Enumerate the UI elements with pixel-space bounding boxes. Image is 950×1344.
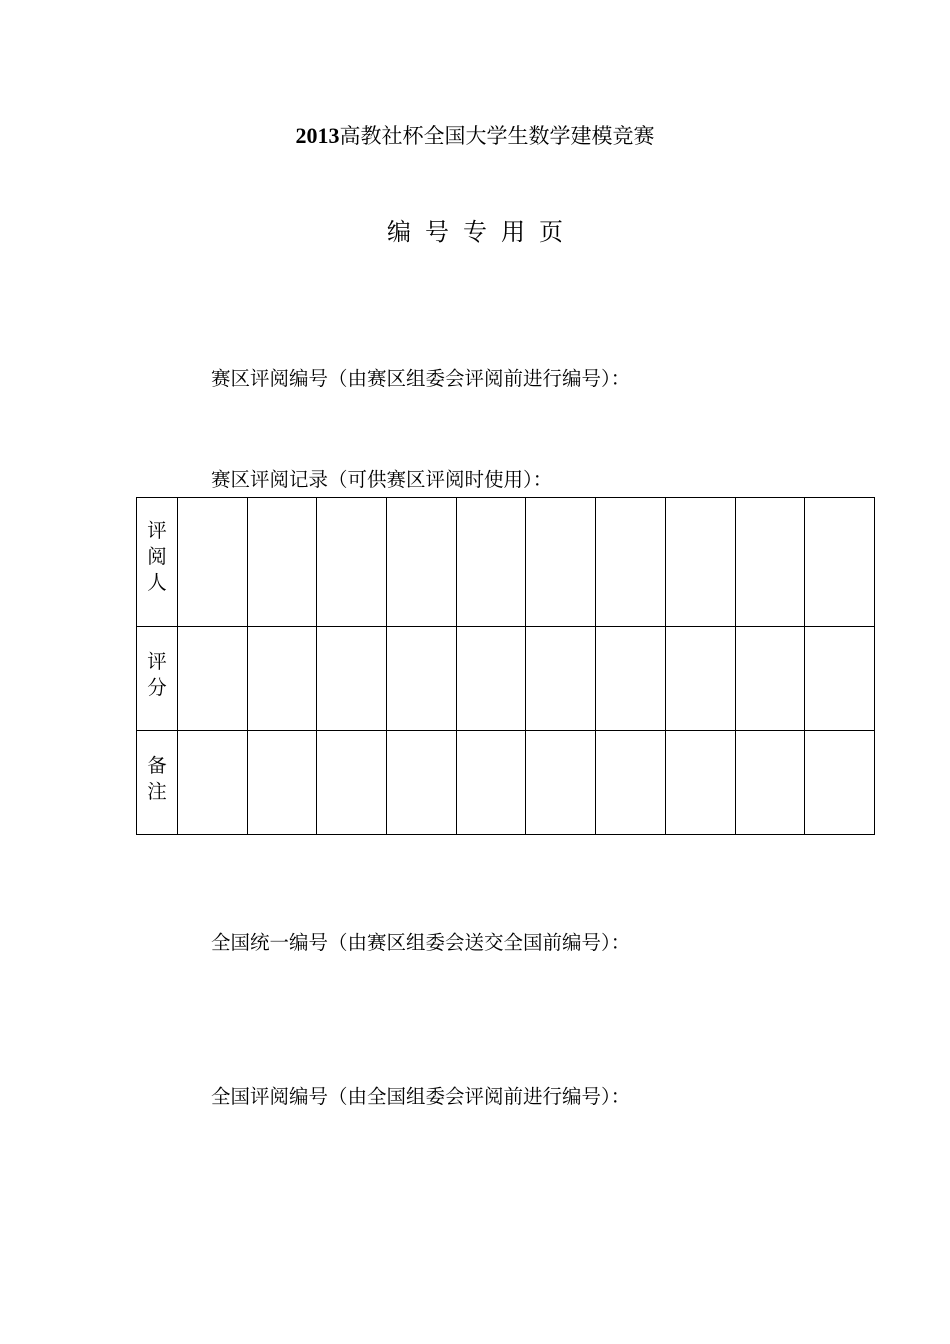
table-cell[interactable] <box>665 498 735 627</box>
row-label-notes: 备注 <box>147 754 167 803</box>
table-cell[interactable] <box>665 627 735 731</box>
page-subtitle: 编号专用页 <box>387 218 577 246</box>
table-cell[interactable] <box>387 731 457 835</box>
row-label-score: 评分 <box>147 650 167 699</box>
table-cell[interactable] <box>178 498 248 627</box>
table-cell[interactable] <box>526 731 596 835</box>
table-cell[interactable] <box>735 627 805 731</box>
table-cell[interactable] <box>456 627 526 731</box>
table-cell[interactable] <box>456 498 526 627</box>
table-cell[interactable] <box>596 731 666 835</box>
table-cell[interactable] <box>456 731 526 835</box>
table-row-reviewer <box>137 498 875 627</box>
table-cell[interactable] <box>178 627 248 731</box>
table-cell[interactable] <box>387 627 457 731</box>
table-cell[interactable] <box>317 627 387 731</box>
table-cell[interactable] <box>596 627 666 731</box>
table-cell[interactable] <box>247 627 317 731</box>
page-title <box>0 120 950 152</box>
table-cell[interactable] <box>805 627 875 731</box>
table-cell[interactable] <box>665 731 735 835</box>
table-cell[interactable] <box>735 498 805 627</box>
national-unified-number-label: 全国统一编号（由赛区组委会送交全国前编号）： <box>211 931 631 954</box>
row-header-score <box>137 627 178 731</box>
table-cell[interactable] <box>735 731 805 835</box>
row-header-reviewer <box>137 498 178 627</box>
table-cell[interactable] <box>247 731 317 835</box>
table-row-notes <box>137 731 875 835</box>
region-review-number-label: 赛区评阅编号（由赛区组委会评阅前进行编号）： <box>211 367 631 390</box>
review-record-table <box>136 497 875 835</box>
table-cell[interactable] <box>317 498 387 627</box>
row-header-notes <box>137 731 178 835</box>
table-cell[interactable] <box>596 498 666 627</box>
table-cell[interactable] <box>805 498 875 627</box>
national-review-number-label: 全国评阅编号（由全国组委会评阅前进行编号）： <box>211 1085 631 1108</box>
table-cell[interactable] <box>247 498 317 627</box>
row-label-reviewer: 评阅人 <box>147 519 167 594</box>
table-cell[interactable] <box>178 731 248 835</box>
table-cell[interactable] <box>805 731 875 835</box>
region-review-record-label: 赛区评阅记录（可供赛区评阅时使用）： <box>211 468 553 491</box>
table-cell[interactable] <box>317 731 387 835</box>
table-cell[interactable] <box>526 498 596 627</box>
title-year: 2013 <box>295 123 340 148</box>
title-text: 高教社杯全国大学生数学建模竞赛 <box>339 124 655 148</box>
table-row-score <box>137 627 875 731</box>
table-cell[interactable] <box>387 498 457 627</box>
table-cell[interactable] <box>526 627 596 731</box>
